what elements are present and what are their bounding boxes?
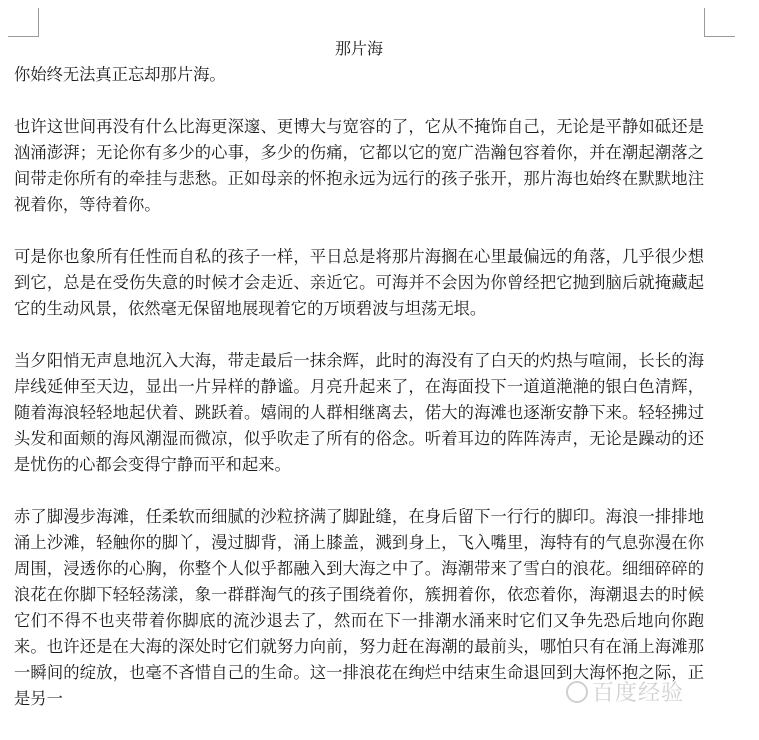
paragraph: 也许这世间再没有什么比海更深邃、更博大与宽容的了，它从不掩饰自己，无论是平静如砥还是汹涌澎湃；无论你有多少的心事，多少的伤痛，它都以它的宽广浩瀚包容着你，并在潮起潮落之间带走你所有的牵挂与悲愁。正如母亲的怀抱永远为远行的孩子张开，那片海也始终在默默地注视着你，等待着你。 — [14, 117, 704, 214]
page-margin-corner-top-left — [8, 8, 39, 37]
watermark — [566, 676, 684, 707]
paragraph: 你始终无法真正忘却那片海。 — [14, 65, 226, 84]
paragraph: 可是你也象所有任性而自私的孩子一样，平日总是将那片海搁在心里最偏远的角落，几乎很少想到它，总是在受伤失意的时候才会走近、亲近它。可海并不会因为你曾经把它抛到脑后就掩藏起它的生动风景，依然毫无保留地展现着它的万顷碧波与坦荡无垠。 — [14, 247, 704, 318]
document-title: 那片海 — [334, 39, 383, 58]
page-margin-corner-top-right — [704, 8, 735, 37]
watermark-logo-icon — [566, 681, 588, 703]
watermark-text: 百度经验 — [592, 681, 685, 706]
paragraph: 当夕阳悄无声息地沉入大海，带走最后一抹余辉，此时的海没有了白天的灼热与喧闹，长长的海岸线延伸至天边，显出一片异样的静谧。月亮升起来了，在海面投下一道道滟滟的银白色清辉，随着海浪轻轻地起伏着、跳跃着。嬉闹的人群相继离去，偌大的海滩也逐渐安静下来。轻轻拂过头发和面颊的海风潮湿而微凉，似乎吹走了所有的俗念。听着耳边的阵阵涛声，无论是躁动的还是忧伤的心都会变得宁静而平和起来。 — [14, 351, 704, 474]
paragraph: 赤了脚漫步海滩，任柔软而细腻的沙粒挤满了脚趾缝，在身后留下一行行的脚印。海浪一排排地涌上沙滩，轻触你的脚丫，漫过脚背，涌上膝盖，溅到身上，飞入嘴里，海特有的气息弥漫在你周围，浸透你的心胸，你整个人似乎都融入到大海之中了。海潮带来了雪白的浪花。细细碎碎的浪花在你脚下轻轻荡漾，象一群群淘气的孩子围绕着你，簇拥着你，依恋着你，海潮退去的时候它们不得不也夹带着你脚底的流沙退去了，然而在下一排潮水涌来时它们又争先恐后地向你跑来。也许还是在大海的深处时它们就努力向前，努力赶在海潮的最前头，哪怕只有在涌上海滩那一瞬间的绽放，也毫不吝惜自己的生命。这一排浪花在绚烂中结束生命退回到大海怀抱之际，正是另一 — [14, 507, 704, 708]
document-body[interactable] — [14, 36, 704, 712]
